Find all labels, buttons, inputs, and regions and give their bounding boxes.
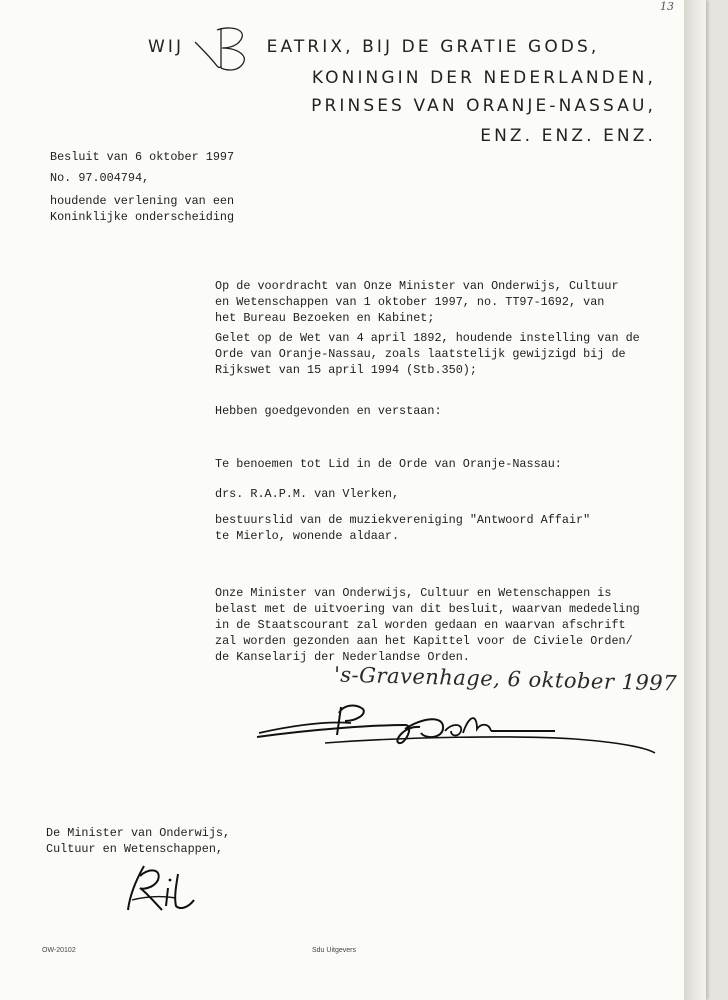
paragraph-line: in de Staatscourant zal worden gedaan en waarvan afschrift: [215, 618, 626, 632]
heading-line-4: ENZ. ENZ. ENZ.: [480, 126, 656, 146]
paragraph-uitvoering: [215, 585, 640, 665]
calligraphic-b-mark: [191, 22, 249, 80]
publisher: Sdu Uitgevers: [312, 947, 356, 954]
paragraph-line: te Mierlo, wonende aldaar.: [215, 529, 400, 543]
minister-line: Cultuur en Wetenschappen,: [46, 842, 223, 856]
heading-line-3: PRINSES VAN ORANJE-NASSAU,: [311, 96, 656, 116]
decree-date: Besluit van 6 oktober 1997: [50, 150, 235, 164]
handwritten-place-date: 's-Gravenhage, 6 oktober 1997: [333, 662, 678, 696]
form-code: OW-20102: [42, 947, 76, 954]
paragraph-line: Gelet op de Wet van 4 april 1892, houdende instelling van de: [215, 331, 640, 345]
decree-subject-line: Koninklijke onderscheiding: [50, 210, 235, 224]
minister-line: De Minister van Onderwijs,: [46, 826, 231, 840]
page-mark: 13: [660, 0, 674, 13]
recipient-name: drs. R.A.P.M. van Vlerken,: [215, 487, 400, 501]
paragraph-benoemen: Te benoemen tot Lid in de Orde van Oranje-Nassau:: [215, 457, 562, 471]
paragraph-gelet: [215, 330, 640, 378]
heading-line-2: KONINGIN DER NEDERLANDEN,: [311, 68, 656, 88]
paragraph-line: Rijkswet van 15 april 1994 (Stb.350);: [215, 363, 477, 377]
minister-title: [46, 825, 230, 857]
paragraph-line: en Wetenschappen van 1 oktober 1997, no. TT97-1692, van: [215, 295, 605, 309]
page-edge-shadow: [684, 0, 706, 1000]
heading-prefix: WIJ: [148, 37, 185, 57]
paragraph-line: de Kanselarij der Nederlandse Orden.: [215, 650, 470, 664]
heading-rest: EATRIX, BIJ DE GRATIE GODS,: [266, 37, 600, 57]
paragraph-line: het Bureau Bezoeken en Kabinet;: [215, 311, 435, 325]
royal-signature: [255, 695, 665, 765]
decree-number: No. 97.004794,: [50, 171, 150, 185]
paragraph-line: bestuurslid van de muziekvereniging "Antwoord Affair": [215, 513, 591, 527]
paragraph-line: belast met de uitvoering van dit besluit, waarvan mededeling: [215, 602, 640, 616]
minister-signature: [118, 860, 208, 920]
paragraph-line: Op de voordracht van Onze Minister van Onderwijs, Cultuur: [215, 279, 619, 293]
recipient-description: [215, 512, 590, 544]
heading-line-1: [148, 34, 599, 61]
paragraph-line: Orde van Oranje-Nassau, zoals laatstelijk gewijzigd bij de: [215, 347, 626, 361]
paragraph-line: zal worden gezonden aan het Kapittel voor de Civiele Orden/: [215, 634, 633, 648]
decree-subject: [50, 193, 234, 225]
paragraph-voordracht: [215, 278, 619, 326]
heading-initial: [193, 34, 267, 61]
paragraph-hebben: Hebben goedgevonden en verstaan:: [215, 404, 442, 418]
decree-subject-line: houdende verlening van een: [50, 194, 235, 208]
paragraph-line: Onze Minister van Onderwijs, Cultuur en Wetenschappen is: [215, 586, 612, 600]
